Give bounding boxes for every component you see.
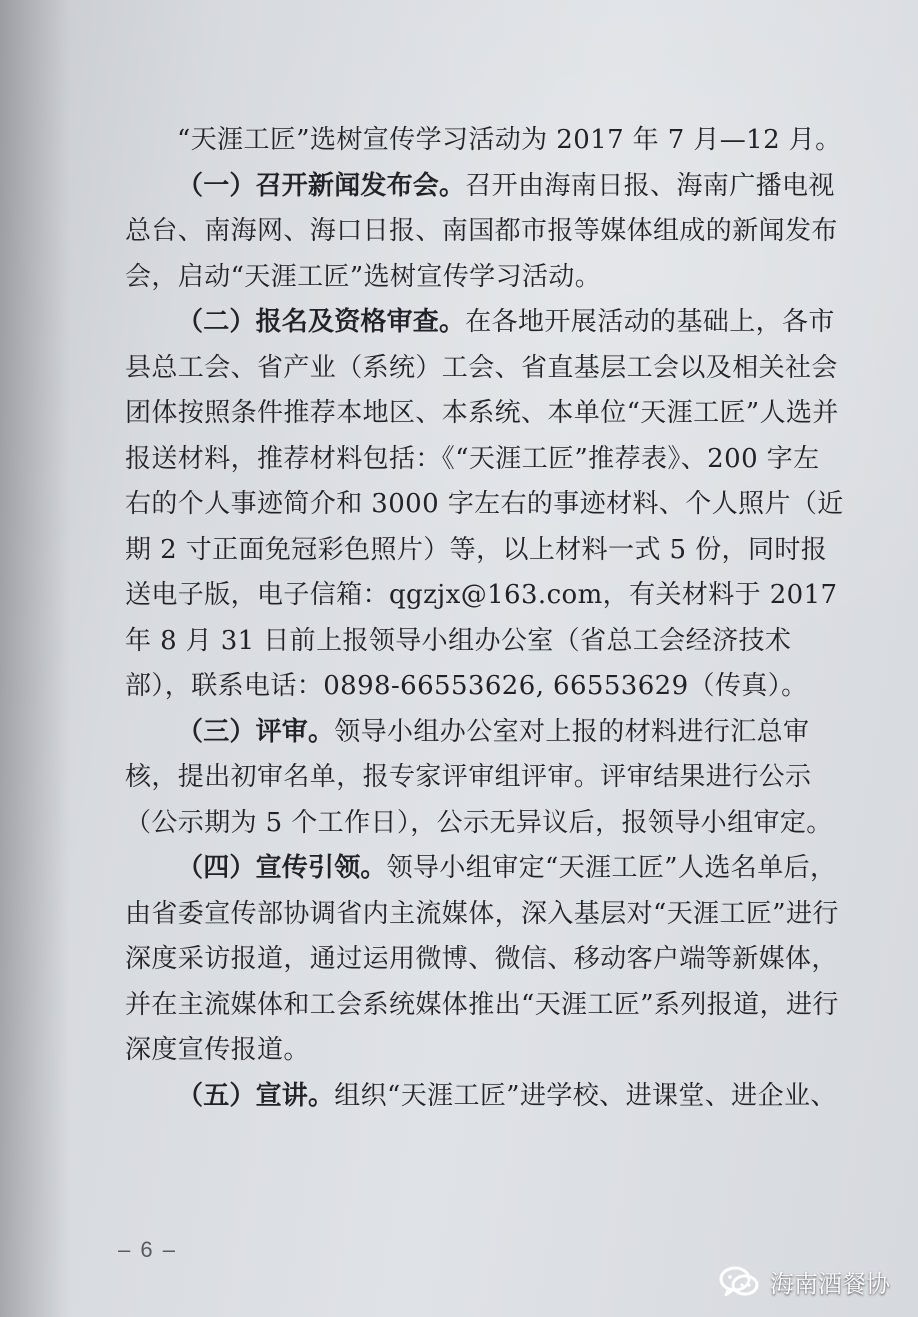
page-shadow (0, 0, 70, 1317)
section-2-text: 在各地开展活动的基础上，各市县总工会、省产业（系统）工会、省直基层工会以及相关社会团体按照条件推荐本地区、本系统、本单位“天涯工匠”人选并报送材料，推荐材料包括：《“天涯工匠”推荐表》、200 字左右的个人事迹简介和 3000 字左右的事迹材料、个人照片（近期 2 寸正面免冠彩色照片）等，以上材料一式 5 份，同时报送电子版，电子信箱：qgzjx@163.com，有关材料于 2017 年 8 月 31 日前上报领导小组办公室（省总工会经济技术部），联系电话：0898-66553626, 66553629（传真）。 (125, 307, 844, 701)
section-5-paragraph (125, 1074, 845, 1120)
wechat-icon (718, 1265, 760, 1299)
section-1-heading: （一）召开新闻发布会。 (177, 170, 466, 201)
section-3-heading: （三）评审。 (177, 716, 335, 747)
section-1-text: 召开由海南日报、海南广播电视总台、南海网、海口日报、南国都市报等媒体组成的新闻发布会，启动“天涯工匠”选树宣传学习活动。 (125, 170, 838, 292)
section-4-paragraph (125, 846, 845, 1074)
activity-period-paragraph (125, 118, 845, 164)
document-body (125, 118, 845, 1119)
page-number: – 6 – (118, 1237, 177, 1262)
section-4-text: 领导小组审定“天涯工匠”人选名单后，由省委宣传部协调省内主流媒体，深入基层对“天涯工匠”进行深度采访报道，通过运用微博、微信、移动客户端等新媒体，并在主流媒体和工会系统媒体推出“天涯工匠”系列报道，进行深度宣传报道。 (125, 853, 839, 1065)
watermark-name: 海南酒餐协 (770, 1270, 890, 1298)
section-1-paragraph (125, 164, 845, 301)
watermark (718, 1264, 890, 1299)
section-3-text: 领导小组办公室对上报的材料进行汇总审核，提出初审名单，报专家评审组评审。评审结果进行公示（公示期为 5 个工作日），公示无异议后，报领导小组审定。 (125, 716, 833, 838)
section-3-paragraph (125, 710, 845, 847)
section-5-heading: （五）宣讲。 (177, 1080, 335, 1111)
activity-period-text: “天涯工匠”选树宣传学习活动为 2017 年 7 月—12 月。 (177, 125, 842, 155)
section-2-paragraph (125, 300, 845, 710)
section-5-text: 组织“天涯工匠”进学校、进课堂、进企业、 (334, 1080, 837, 1111)
section-2-heading: （二）报名及资格审查。 (177, 307, 466, 337)
section-4-heading: （四）宣传引领。 (177, 853, 387, 883)
